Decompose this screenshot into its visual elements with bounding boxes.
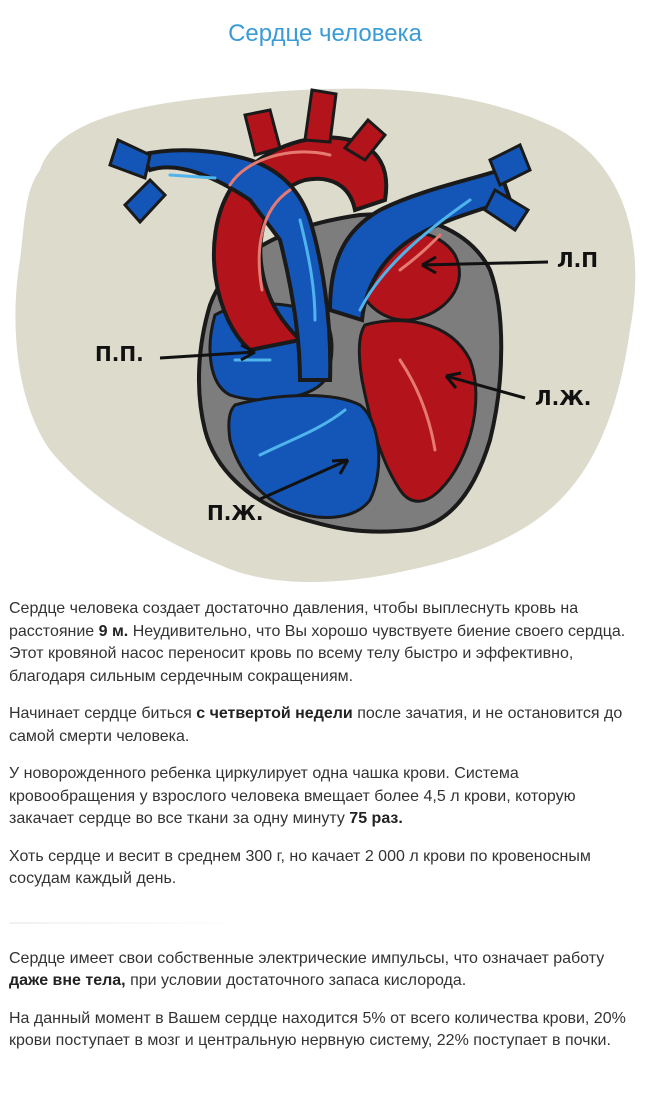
paragraph-text: Неудивительно, что Вы хорошо чувствуете биение своего сердца. Этот кровяной насос переносит кровь по всему телу быстро и эффективно, благодаря сильным сердечным сокращениям. (9, 622, 626, 685)
paragraph-text: Начинает сердце биться (9, 705, 197, 722)
paragraph-text: Сердце имеет свои собственные электрические импульсы, что означает работу (9, 949, 605, 967)
page-title: Сердце человека (228, 20, 422, 47)
label-right-ventricle: П.Ж. (207, 501, 264, 525)
article-paragraph (9, 846, 643, 891)
paragraph-group (9, 948, 643, 1053)
emphasis-text: 75 раз. (349, 810, 403, 827)
aorta-branch-2 (305, 90, 336, 142)
paragraph-text: при условии достаточного запаса кислорода. (125, 972, 467, 989)
paragraph-text: Хоть сердце и весит в среднем 300 г, но качает 2 000 л крови по кровеносным сосудам каждый день. (9, 847, 591, 887)
heart-illustration (0, 60, 650, 595)
label-left-atrium: Л.П (557, 248, 598, 272)
paragraph-group (9, 598, 643, 891)
paragraph-text: Сердце человека создает достаточно давления, чтобы выплеснуть кровь на расстояние (9, 600, 579, 640)
article-paragraph (9, 598, 643, 688)
section-gap (9, 906, 643, 948)
emphasis-text: даже вне тела, (9, 972, 126, 989)
label-left-ventricle: Л.Ж. (535, 386, 592, 410)
article-paragraph (9, 948, 643, 993)
emphasis-text: с четвертой недели (196, 705, 353, 722)
paragraph-text: У новорожденного ребенка циркулирует одна чашка крови. Система кровообращения у взрослого человека вмещает более 4,5 л крови, которую закачает сердце во все ткани за одну минуту (9, 765, 576, 827)
article-paragraph (9, 763, 643, 831)
paragraph-text: после зачатия, и не остановится до самой смерти человека. (9, 705, 623, 745)
article-body (9, 598, 643, 1068)
label-right-atrium: П.П. (95, 342, 144, 366)
article-paragraph (9, 1008, 643, 1053)
paragraph-text: На данный момент в Вашем сердце находится 5% от всего количества крови, 20% крови поступает в мозг и центральную нервную систему, 22% поступает в почки. (9, 1009, 626, 1049)
article-paragraph (9, 703, 643, 748)
emphasis-text: 9 м. (98, 622, 129, 640)
